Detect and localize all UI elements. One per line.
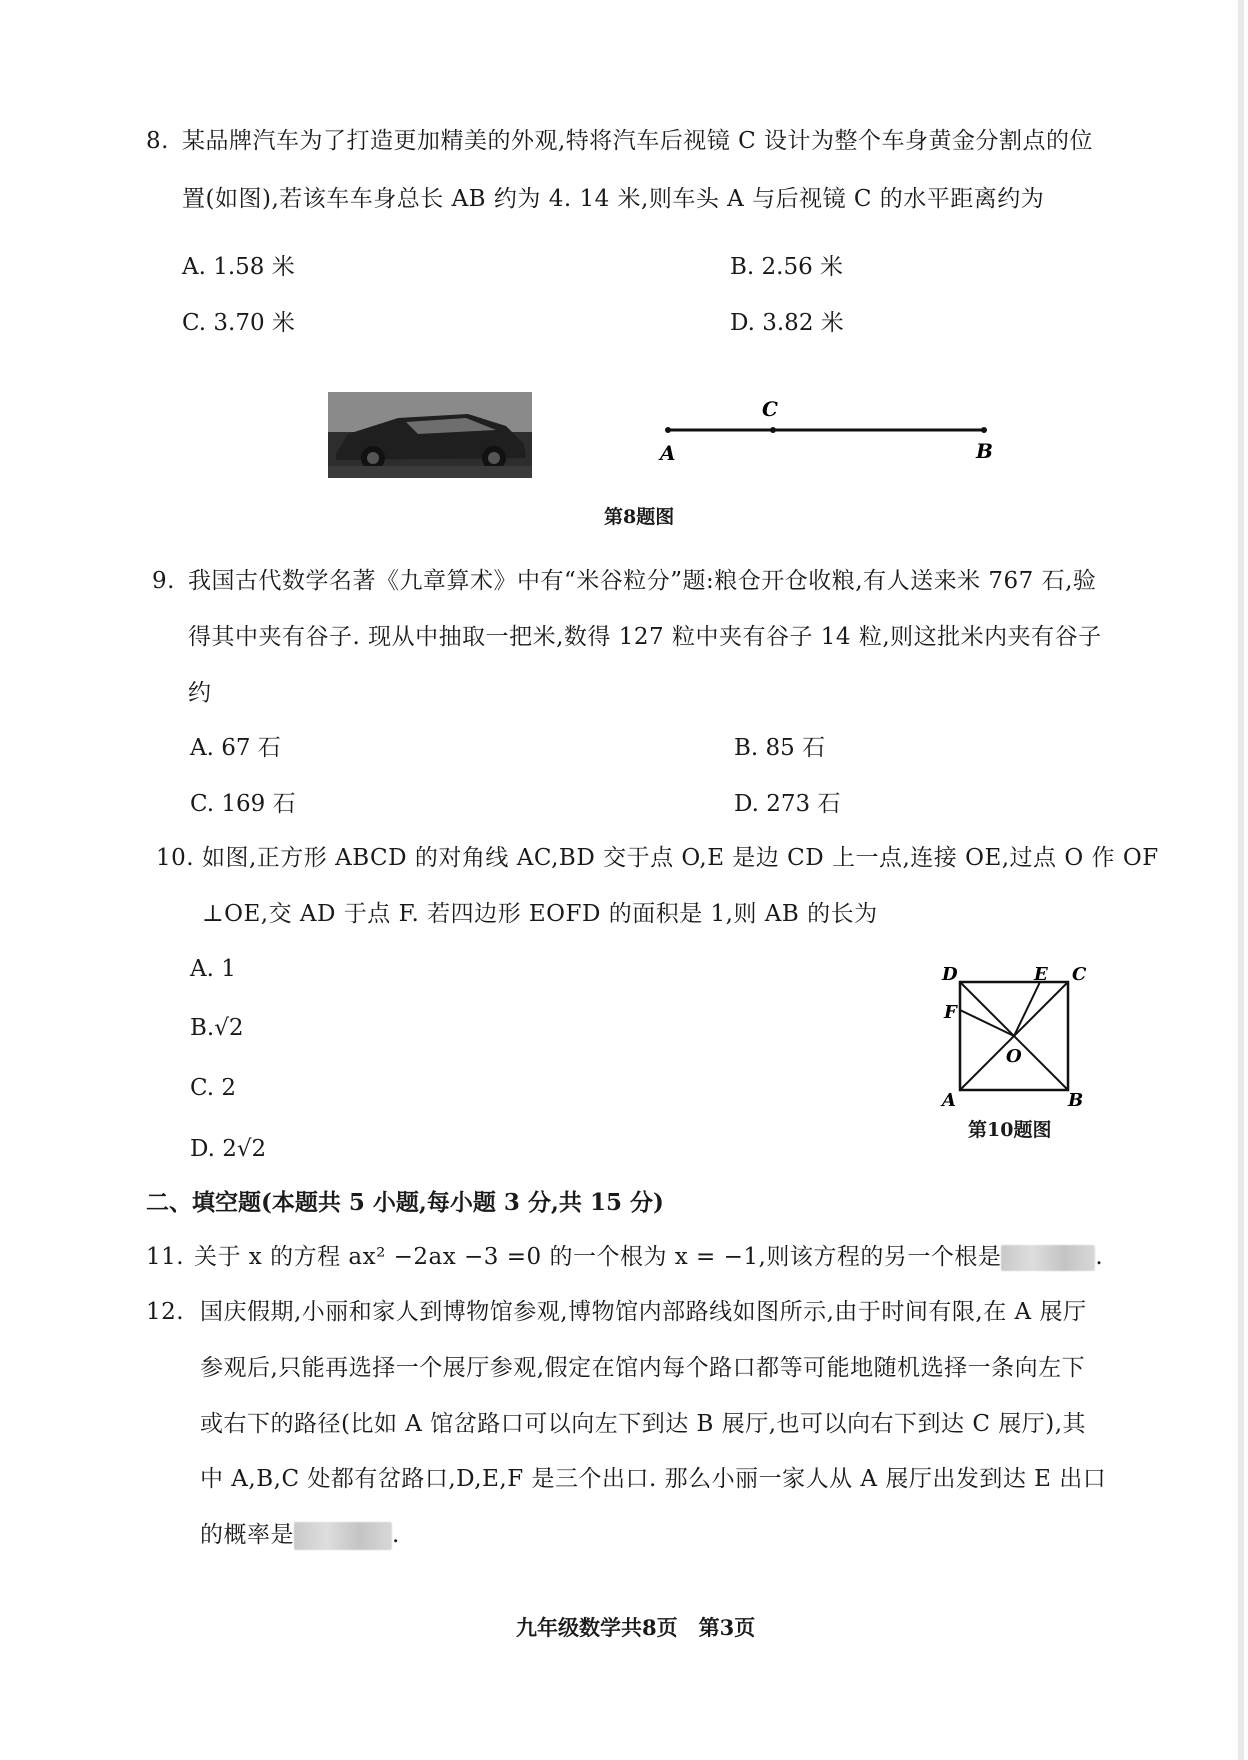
label-b: B xyxy=(976,439,993,463)
q9-text-line3: 约 xyxy=(188,680,212,706)
q11-text: 关于 x 的方程 ax² −2ax −3 =0 的一个根为 x = −1,则该方程的另一个根是 xyxy=(194,1244,1002,1270)
q10-option-c: C. 2 xyxy=(190,1075,237,1101)
q12-line5 xyxy=(200,1520,400,1550)
q10-text-line2: ⊥OE,交 AD 于点 F. 若四边形 EOFD 的面积是 1,则 AB 的长为 xyxy=(202,901,878,927)
q12-text-line4: 中 A,B,C 处都有岔路口,D,E,F 是三个出口. 那么小丽一家人从 A 展厅出发到达 E 出口 xyxy=(200,1466,1107,1492)
segment-oe xyxy=(1014,982,1040,1036)
q10-number: 10. xyxy=(156,845,195,871)
section-fill-in-title: 二、填空题(本题共 5 小题,每小题 3 分,共 15 分) xyxy=(146,1189,664,1216)
point-a xyxy=(665,427,671,433)
segment-of xyxy=(960,1010,1014,1036)
q10-text-line1: 如图,正方形 ABCD 的对角线 AC,BD 交于点 O,E 是边 CD 上一点,连接 OE,过点 O 作 OF xyxy=(202,845,1159,871)
q8-figure-caption: 第8题图 xyxy=(604,506,675,528)
label-o: O xyxy=(1006,1046,1022,1067)
square-abcd-figure xyxy=(940,962,1090,1112)
q10-option-b: B.√2 xyxy=(190,1015,244,1041)
q9-option-a: A. 67 石 xyxy=(190,735,281,761)
label-a: A xyxy=(660,441,676,465)
page-footer: 九年级数学共8页 第3页 xyxy=(516,1615,756,1640)
q9-option-c: C. 169 石 xyxy=(190,791,296,817)
page-edge xyxy=(1238,0,1244,1760)
label-f: F xyxy=(944,1002,957,1023)
q9-option-d: D. 273 石 xyxy=(734,791,841,817)
point-b xyxy=(981,427,987,433)
q9-text-line2: 得其中夹有谷子. 现从中抽取一把米,数得 127 粒中夹有谷子 14 粒,则这批米内夹有谷子 xyxy=(188,624,1102,650)
q12-text-line1: 国庆假期,小丽和家人到博物馆参观,博物馆内部路线如图所示,由于时间有限,在 A 展厅 xyxy=(200,1299,1087,1325)
point-c xyxy=(770,427,776,433)
label-d: D xyxy=(942,964,958,985)
label-c: C xyxy=(762,397,778,421)
q9-number: 9. xyxy=(152,568,175,594)
q8-option-b: B. 2.56 米 xyxy=(730,254,844,280)
q12-text-line5: 的概率是 xyxy=(200,1522,294,1548)
q8-option-c: C. 3.70 米 xyxy=(182,310,295,336)
q10-option-d: D. 2√2 xyxy=(190,1136,267,1162)
q8-number: 8. xyxy=(146,128,169,154)
q11-period: . xyxy=(1095,1244,1104,1270)
q12-period: . xyxy=(392,1522,400,1548)
q11-line xyxy=(194,1242,1103,1272)
q11-number: 11. xyxy=(146,1244,185,1270)
label-c: C xyxy=(1072,964,1087,985)
q10-option-a: A. 1 xyxy=(190,956,236,982)
q9-option-b: B. 85 石 xyxy=(734,735,826,761)
q12-number: 12. xyxy=(146,1299,185,1325)
q8-text-line2: 置(如图),若该车车身总长 AB 约为 4. 14 米,则车头 A 与后视镜 C 的水平距离约为 xyxy=(182,186,1045,212)
label-a: A xyxy=(942,1090,956,1111)
q9-text-line1: 我国古代数学名著《九章算术》中有“米谷粒分”题:粮仓开仓收粮,有人送来米 767 石,验 xyxy=(188,568,1097,594)
q11-answer-blank xyxy=(1001,1245,1095,1271)
q8-option-d: D. 3.82 米 xyxy=(730,310,844,336)
q12-text-line2: 参观后,只能再选择一个展厅参观,假定在馆内每个路口都等可能地随机选择一条向左下 xyxy=(200,1355,1086,1381)
q12-answer-blank xyxy=(294,1522,392,1550)
q8-text-line1: 某品牌汽车为了打造更加精美的外观,特将汽车后视镜 C 设计为整个车身黄金分割点的位 xyxy=(182,128,1094,154)
segment-ab-figure xyxy=(650,390,1000,470)
q12-text-line3: 或右下的路径(比如 A 馆岔路口可以向左下到达 B 展厅,也可以向右下到达 C 展厅),其 xyxy=(200,1411,1087,1437)
q8-option-a: A. 1.58 米 xyxy=(182,254,295,280)
q10-figure-caption: 第10题图 xyxy=(968,1119,1052,1141)
label-b: B xyxy=(1068,1090,1084,1111)
car-photo xyxy=(328,392,532,478)
label-e: E xyxy=(1034,964,1048,985)
